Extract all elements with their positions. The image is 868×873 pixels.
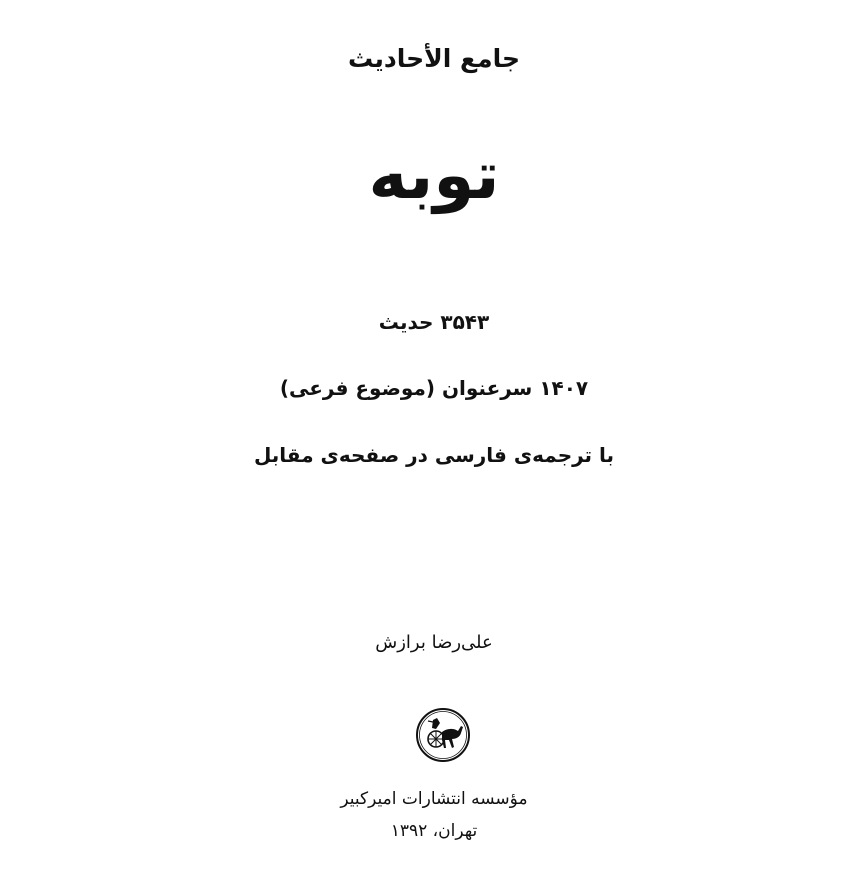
book-title: توبه	[368, 137, 500, 214]
series-title: جامع الأحاديث	[348, 44, 520, 73]
translation-note: با ترجمه‌ی فارسی در صفحه‌ی مقابل	[253, 443, 615, 467]
hadith-count: ۳۵۴۳ حدیث	[378, 310, 490, 334]
author-name: علی‌رضا برازش	[375, 632, 493, 653]
publisher-name: مؤسسه انتشارات امیرکبیر	[340, 789, 528, 809]
heading-count: ۱۴۰۷ سرعنوان (موضوع فرعی)	[279, 376, 589, 400]
place-year: تهران، ۱۳۹۲	[390, 821, 478, 841]
chariot-horse-logo-icon	[414, 706, 472, 764]
